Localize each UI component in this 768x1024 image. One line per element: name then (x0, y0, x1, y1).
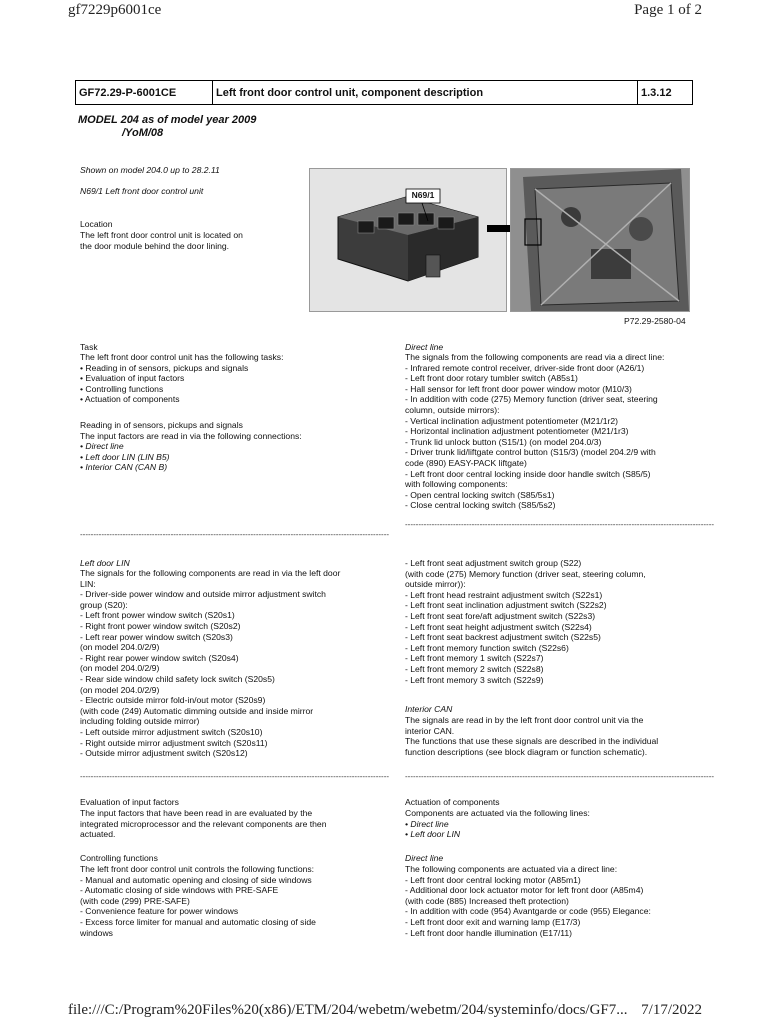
reading-heading: Reading in of sensors, pickups and signals (80, 420, 243, 430)
door-photo (510, 168, 690, 312)
figure-caption: N69/1 Left front door control unit (80, 186, 204, 196)
model-line-1: MODEL 204 as of model year 2009 (78, 114, 257, 126)
document-version: 1.3.12 (638, 81, 693, 105)
page-indicator: Page 1 of 2 (634, 2, 702, 18)
connection-interior-can: • Interior CAN (CAN B) (80, 462, 168, 472)
controlling-heading: Controlling functions (80, 853, 158, 863)
file-path: file:///C:/Program%20Files%20(x86)/ETM/204/webetm/webetm/204/systeminfo/docs/GF7... (68, 1002, 628, 1018)
direct-line-in-text: The signals from the following components are read via a direct line: - Infrared remote control receiver, driver-side front door (A26/1) - Left front door rotary tumbler switch (A85s1) - Hall sensor for left front door power window motor (M10/3) - In addition with code (275) Memory function (driver seat, steering column, outside mirrors): - Vertical inclination adjustment potentiometer (M21/1r2) - Horizontal inclination adjustment potentiometer (M21/1r3) - Trunk lid unlock button (S15/1) (on model 204.0/3) - Driver trunk lid/liftgate control button (S15/3) (model 204.2/9 with code (890) EASY-PACK liftgate) - Left front door central locking inside door handle switch (S85/5) with following components: - Open central locking switch (S85/5s1) - Close central locking switch (S85/5s2) (405, 352, 665, 511)
location-text: The left front door control unit is located on the door module behind the door lining. (80, 230, 243, 251)
left-door-lin-heading: Left door LIN (80, 558, 130, 568)
actuation-left-door-lin: • Left door LIN (405, 829, 461, 839)
interior-can-text: The signals are read in by the left front door control unit via the interior CAN. The functions that use these signals are described in the individual function descriptions (see block diagram or function schematic). (405, 715, 659, 757)
location-heading: Location (80, 219, 113, 229)
document-name: gf7229p6001ce (68, 2, 162, 18)
control-unit-photo (309, 168, 507, 312)
separator: -------------------------------------------------------------------------------------------------------------------- (405, 520, 715, 529)
model-line-2: /YoM/08 (122, 127, 164, 139)
document-code: GF72.29-P-6001CE (76, 81, 213, 105)
figure-reference: P72.29-2580-04 (624, 316, 686, 326)
reading-text: The input factors are read in via the following connections: (80, 431, 302, 441)
controlling-text: The left front door control unit controls the following functions: - Manual and automatic opening and closing of side windows - Automatic closing of side windows with PRE-SAFE (with code (299) PRE-SAFE) - Convenience feature for power windows - Excess force limiter for manual and automatic closing of side windows (80, 864, 316, 938)
actuation-text: Components are actuated via the following lines: (405, 808, 590, 818)
shown-on: Shown on model 204.0 up to 28.2.11 (80, 165, 220, 175)
left-door-lin-text: The signals for the following components are read in via the left door LIN: - Driver-side power window and outside mirror adjustment switch group (S20): - Left front power window switch (S20s1) - Right front power window switch (S20s2) - Left rear power window switch (S20s3) (on model 204.0/2/9) - Right rear power window switch (S20s4) (on model 204.0/2/9) - Rear side window child safety lock switch (S20s5) (on model 204.0/2/9) - Electric outside mirror fold-in/out motor (S20s9) (with code (249) Automatic dimming outside and inside mirror including folding outside mirror) - Left outside mirror adjustment switch (S20s10) - Right outside mirror adjustment switch (S20s11) - Outside mirror adjustment switch (S20s12) (80, 568, 341, 759)
direct-line-out-heading: Direct line (405, 853, 444, 863)
direct-line-in-heading: Direct line (405, 342, 444, 352)
print-date: 7/17/2022 (641, 1002, 702, 1018)
separator: -------------------------------------------------------------------------------------------------------------------- (80, 772, 390, 781)
actuation-heading: Actuation of components (405, 797, 500, 807)
document-title: Left front door control unit, component description (213, 81, 638, 105)
separator: -------------------------------------------------------------------------------------------------------------------- (80, 530, 390, 539)
figure-label: N69/1 (411, 190, 435, 200)
seat-group-text: - Left front seat adjustment switch group (S22) (with code (275) Memory function (driver seat, steering column, outside mirror)): - Left front head restraint adjustment switch (S22s1) - Left front seat inclination adjustment switch (S22s2) - Left front seat fore/aft adjustment switch (S22s3) - Left front seat height adjustment switch (S22s4) - Left front seat backrest adjustment switch (S22s5) - Left front memory function switch (S22s6) - Left front memory 1 switch (S22s7) - Left front memory 2 switch (S22s8) - Left front memory 3 switch (S22s9) (405, 558, 646, 685)
actuation-direct-line: • Direct line (405, 819, 449, 829)
direct-line-out-text: The following components are actuated via a direct line: - Left front door central locking motor (A85m1) - Additional door lock actuator motor for left front door (A85m4) (with code (885) Increased theft protection) - In addition with code (954) Avantgarde or code (955) Elegance: - Left front door exit and warning lamp (E17/3) - Left front door handle illumination (E17/11) (405, 864, 651, 938)
title-table (75, 80, 693, 105)
interior-can-heading: Interior CAN (405, 704, 453, 714)
separator: -------------------------------------------------------------------------------------------------------------------- (405, 772, 715, 781)
evaluation-text: The input factors that have been read in are evaluated by the integrated microprocessor and the relevant components are then actuated. (80, 808, 327, 840)
task-text: The left front door control unit has the following tasks: • Reading in of sensors, pickups and signals • Evaluation of input factors • Controlling functions • Actuation of components (80, 352, 284, 405)
connection-left-door-lin: • Left door LIN (LIN B5) (80, 452, 170, 462)
task-heading: Task (80, 342, 98, 352)
connection-direct-line: • Direct line (80, 441, 124, 451)
evaluation-heading: Evaluation of input factors (80, 797, 179, 807)
